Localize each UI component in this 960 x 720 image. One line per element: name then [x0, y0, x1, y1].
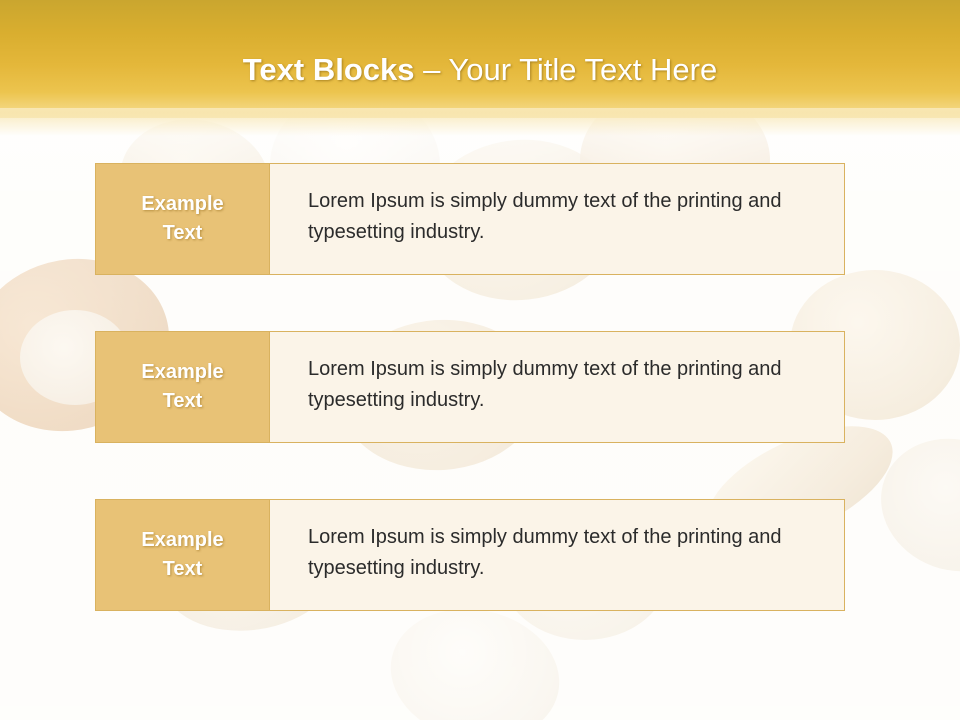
text-block-label: [96, 164, 270, 274]
text-block-label-line2: Text: [162, 222, 203, 244]
page-title-separator: –: [414, 52, 449, 87]
text-block-body: Lorem Ipsum is simply dummy text of the printing and typesetting industry.: [308, 526, 782, 579]
text-block-row: [95, 163, 845, 275]
text-block-label-line2: Text: [162, 558, 203, 580]
text-block-label: [96, 500, 270, 610]
text-block-row: [95, 331, 845, 443]
text-block-label-line1: Example: [141, 361, 224, 383]
text-blocks-list: [95, 163, 847, 667]
text-block-label-line2: Text: [162, 390, 203, 412]
page-title-light: Your Title Text Here: [448, 52, 718, 87]
text-block-body: Lorem Ipsum is simply dummy text of the printing and typesetting industry.: [308, 358, 782, 411]
text-block-label: [96, 332, 270, 442]
header-fade: [0, 108, 960, 136]
text-block-row: [95, 499, 845, 611]
text-block-label-line1: Example: [141, 529, 224, 551]
text-block-body: Lorem Ipsum is simply dummy text of the printing and typesetting industry.: [308, 190, 782, 243]
page-title: [0, 52, 960, 88]
text-block-label-line1: Example: [141, 193, 224, 215]
page-title-strong: Text Blocks: [242, 52, 415, 87]
